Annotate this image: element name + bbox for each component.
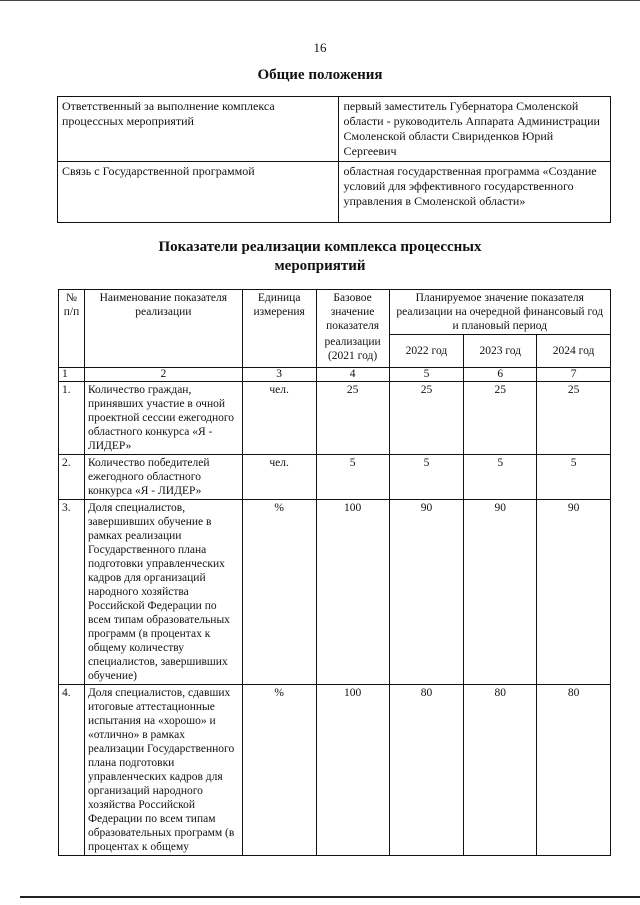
indicator-unit: чел. [242, 382, 316, 455]
indicator-2024: 25 [537, 382, 611, 455]
indicators-title-line2: мероприятий [274, 258, 366, 274]
header-base [316, 290, 389, 368]
column-number: 1 [59, 368, 85, 382]
header-row [59, 290, 611, 335]
row-num: 1. [59, 382, 85, 455]
column-number: 7 [537, 368, 611, 382]
indicator-2023: 25 [464, 382, 537, 455]
indicator-2023: 90 [464, 500, 537, 685]
indicator-name: Количество граждан, принявших участие в очной проектной сессии ежегодного областного конкурса «Я - ЛИДЕР» [84, 382, 242, 455]
header-num: № п/п [59, 290, 85, 368]
table-row [59, 500, 611, 685]
table-row [58, 162, 611, 223]
header-year-2024: 2024 год [537, 335, 611, 368]
indicator-2024: 80 [537, 685, 611, 856]
indicator-name: Количество победителей ежегодного областного конкурса «Я - ЛИДЕР» [84, 455, 242, 500]
indicator-2022: 25 [389, 382, 464, 455]
header-year-2023: 2023 год [464, 335, 537, 368]
scan-top-border [0, 0, 640, 5]
indicator-base: 5 [316, 455, 389, 500]
program-link-value: областная государственная программа «Создание условий для эффективного государственного управления в Смоленской области» [339, 162, 611, 223]
scan-bottom-border [20, 896, 640, 898]
indicator-name: Доля специалистов, завершивших обучение в рамках реализации Государственного плана подготовки управленческих кадров для организаций народного хозяйства Российской Федерации по всем типам образовательных программ (в процентах к общему количеству специалистов, завершивших обучение) [84, 500, 242, 685]
indicator-base: 100 [316, 685, 389, 856]
indicators-title-line1: Показатели реализации комплекса процессных [158, 239, 482, 255]
column-number: 6 [464, 368, 537, 382]
indicator-2024: 5 [537, 455, 611, 500]
indicators-table [58, 289, 611, 856]
column-number: 4 [316, 368, 389, 382]
header-base-line1: Базовое значение показателя [326, 292, 380, 332]
indicator-2023: 80 [464, 685, 537, 856]
indicator-unit: % [242, 685, 316, 856]
column-number: 3 [242, 368, 316, 382]
indicators-section-title [0, 238, 640, 276]
header-name: Наименование показателя реализации [84, 290, 242, 368]
program-link-label: Связь с Государственной программой [58, 162, 339, 223]
indicator-base: 100 [316, 500, 389, 685]
column-number: 2 [84, 368, 242, 382]
responsible-value: первый заместитель Губернатора Смоленской области - руководитель Аппарата Администрации Смоленской области Свириденков Юрий Сергеевич [339, 97, 611, 162]
header-year-2022: 2022 год [389, 335, 464, 368]
row-num: 4. [59, 685, 85, 856]
column-number: 5 [389, 368, 464, 382]
general-section-title: Общие положения [257, 67, 383, 83]
column-numbers-row [59, 368, 611, 382]
header-planned: Планируемое значение показателя реализации на очередной финансовый год и плановый период [389, 290, 610, 335]
indicator-unit: чел. [242, 455, 316, 500]
indicator-2022: 90 [389, 500, 464, 685]
header-unit: Единица измерения [242, 290, 316, 368]
indicator-2023: 5 [464, 455, 537, 500]
indicator-base: 25 [316, 382, 389, 455]
general-info-table [57, 96, 611, 223]
table-row [58, 97, 611, 162]
table-row [59, 382, 611, 455]
responsible-label: Ответственный за выполнение комплекса процессных мероприятий [58, 97, 339, 162]
table-row [59, 455, 611, 500]
indicator-2022: 80 [389, 685, 464, 856]
table-row [59, 685, 611, 856]
header-base-line2: реализации (2021 год) [324, 336, 381, 362]
indicator-name: Доля специалистов, сдавших итоговые аттестационные испытания на «хорошо» и «отлично» в рамках реализации Государственного плана подготовки управленческих кадров для организаций народного хозяйства Российской Федерации по всем типам образовательных программ (в процентах к общему [84, 685, 242, 856]
indicator-2022: 5 [389, 455, 464, 500]
row-num: 3. [59, 500, 85, 685]
row-num: 2. [59, 455, 85, 500]
indicator-2024: 90 [537, 500, 611, 685]
indicator-unit: % [242, 500, 316, 685]
page-number: 16 [313, 40, 327, 55]
